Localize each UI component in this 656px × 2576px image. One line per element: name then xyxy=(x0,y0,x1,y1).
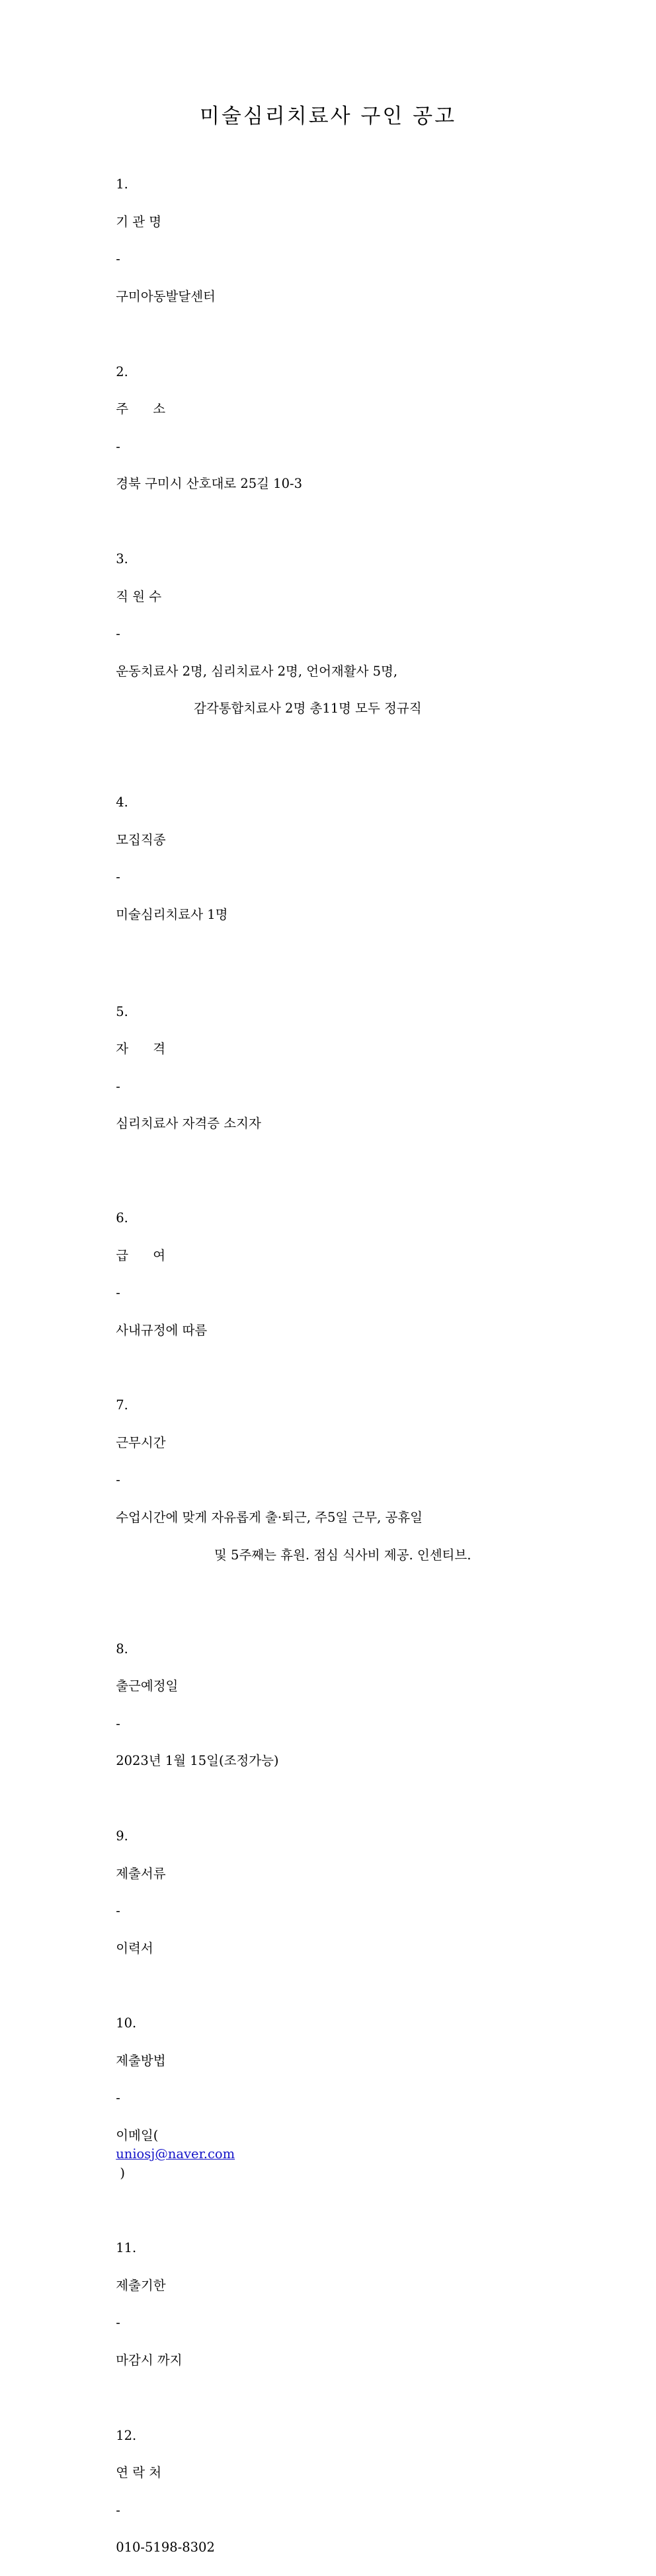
item-label: 근무시간 xyxy=(116,1434,166,1450)
item-value: 미술심리치료사 1명 xyxy=(116,906,228,922)
list-item xyxy=(91,1809,616,1976)
item-dash: - xyxy=(116,438,120,454)
item-number: 2. xyxy=(116,364,128,379)
item-label: 직 원 수 xyxy=(116,588,162,604)
item-dash: - xyxy=(116,869,120,885)
list-item xyxy=(91,775,616,943)
item-number: 8. xyxy=(116,1641,128,1657)
item-dash: - xyxy=(116,1715,120,1731)
item-continuation: 및 5주째는 휴원. 점심 식사비 제공. 인센티브. xyxy=(214,1547,472,1563)
item-number: 1. xyxy=(116,176,128,192)
item-label: 모집직종 xyxy=(116,832,166,847)
item-label: 제출방법 xyxy=(116,2052,166,2068)
item-dash: - xyxy=(116,251,120,267)
item-number: 10. xyxy=(116,2015,137,2031)
item-value: 마감시 까지 xyxy=(116,2352,183,2368)
item-label: 주 소 xyxy=(116,401,166,417)
list-item xyxy=(91,344,616,512)
item-value: 경북 구미시 산호대로 25길 10-3 xyxy=(116,476,302,492)
item-dash: - xyxy=(116,2315,120,2331)
item-number: 12. xyxy=(116,2427,137,2443)
item-value: 010-5198-8302 xyxy=(116,2540,215,2556)
item-number: 9. xyxy=(116,1828,128,1844)
item-value: 수업시간에 맞게 자유롭게 출·퇴근, 주5일 근무, 공휴일 xyxy=(116,1510,423,1525)
item-dash: - xyxy=(116,1472,120,1488)
item-dash: - xyxy=(116,1285,120,1301)
item-label: 제출서류 xyxy=(116,1865,166,1881)
item-value: 이력서 xyxy=(116,1940,153,1956)
item-label: 자 격 xyxy=(116,1041,166,1057)
item-dash: - xyxy=(116,1903,120,1919)
item-number: 11. xyxy=(116,2240,137,2256)
item-dash: - xyxy=(116,626,120,642)
item-number: 4. xyxy=(116,795,128,810)
list-item xyxy=(91,2220,616,2388)
page-title: 미술심리치료사 구인 공고 xyxy=(199,104,457,128)
item-number: 6. xyxy=(116,1210,128,1226)
item-value: 심리치료사 자격증 소지자 xyxy=(116,1116,261,1132)
email-link[interactable]: uniosj@naver.com xyxy=(116,2146,235,2162)
item-number: 5. xyxy=(116,1003,128,1019)
item-dash: - xyxy=(116,2502,120,2518)
list-item xyxy=(91,531,616,756)
item-dash: - xyxy=(116,2090,120,2106)
list-item xyxy=(91,1190,616,1358)
item-value: 운동치료사 2명, 심리치료사 2명, 언어재활사 5명, xyxy=(116,663,398,679)
item-label: 기 관 명 xyxy=(116,214,162,229)
item-number: 3. xyxy=(116,551,128,567)
item-value: 2023년 1월 15일(조정가능) xyxy=(116,1753,279,1769)
list-item xyxy=(91,1378,616,1602)
list-item xyxy=(91,2407,616,2575)
item-label: 제출기한 xyxy=(116,2277,166,2293)
list-item xyxy=(91,157,616,325)
document-body xyxy=(0,129,656,2576)
list-item xyxy=(91,984,616,1151)
item-dash: - xyxy=(116,1078,120,1094)
item-value: 구미아동발달센터 xyxy=(116,288,216,304)
list-item xyxy=(91,1996,616,2201)
item-value: 사내규정에 따름 xyxy=(116,1322,208,1338)
item-number: 7. xyxy=(116,1397,128,1413)
item-continuation: 감각통합치료사 2명 총11명 모두 정규직 xyxy=(194,701,422,717)
item-value-prefix: 이메일( xyxy=(116,2127,159,2143)
item-label: 급 여 xyxy=(116,1247,166,1263)
item-label: 연 락 처 xyxy=(116,2465,162,2481)
item-value-suffix: ) xyxy=(116,2165,126,2181)
item-label: 출근예정일 xyxy=(116,1678,179,1694)
list-item xyxy=(91,1621,616,1789)
